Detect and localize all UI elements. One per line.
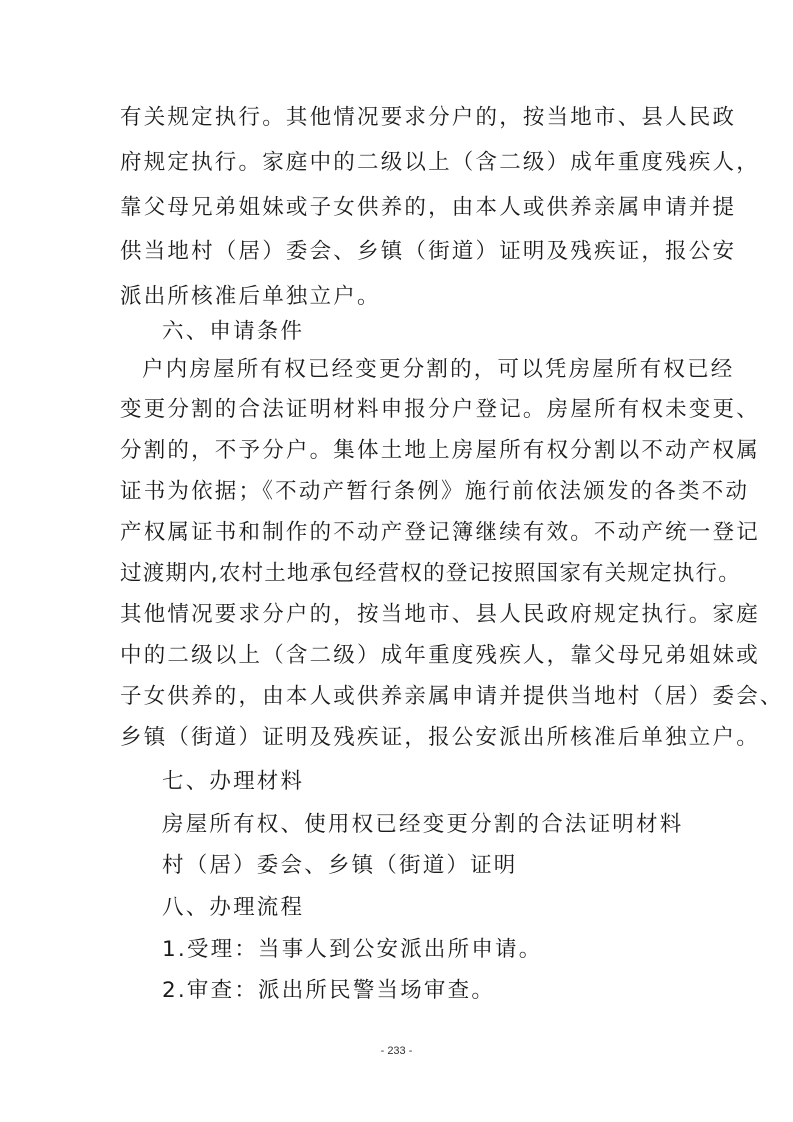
paragraph-line: 府规定执行。家庭中的二级以上（含二级）成年重度残疾人，	[120, 150, 760, 175]
paragraph-line: 其他情况要求分户的，按当地市、县人民政府规定执行。家庭	[120, 602, 760, 627]
paragraph-line: 供当地村（居）委会、乡镇（街道）证明及残疾证，报公安	[120, 239, 737, 264]
paragraph-line: 子女供养的，由本人或供养亲属申请并提供当地村（居）委会、	[120, 684, 784, 709]
section-heading: 七、办理材料	[162, 769, 305, 794]
paragraph-line: 证书为依据；《不动产暂行条例》施行前依法颁发的各类不动	[120, 479, 750, 504]
paragraph-line: 有关规定执行。其他情况要求分户的，按当地市、县人民政	[120, 105, 737, 130]
paragraph-line: 派出所核准后单独立户。	[120, 284, 381, 309]
paragraph-line: 过渡期内,农村土地承包经营权的登记按照国家有关规定执行。	[120, 561, 741, 586]
paragraph-line: 分割的，不予分户。集体土地上房屋所有权分割以不动产权属	[120, 438, 760, 463]
paragraph-line: 变更分割的合法证明材料申报分户登记。房屋所有权未变更、	[120, 397, 760, 422]
list-item: 村（居）委会、乡镇（街道）证明	[162, 853, 518, 878]
paragraph-line: 中的二级以上（含二级）成年重度残疾人，靠父母兄弟姐妹或	[120, 643, 760, 668]
paragraph-line: 乡镇（街道）证明及残疾证，报公安派出所核准后单独立户。	[120, 725, 760, 750]
process-step: 2.审查：派出所民警当场审查。	[162, 978, 496, 1003]
paragraph-line: 产权属证书和制作的不动产登记簿继续有效。不动产统一登记	[120, 520, 760, 545]
paragraph-line: 户内房屋所有权已经变更分割的，可以凭房屋所有权已经	[142, 357, 735, 382]
list-item: 房屋所有权、使用权已经变更分割的合法证明材料	[162, 812, 684, 837]
page-number: - 233 -	[380, 1045, 413, 1057]
section-heading: 六、申请条件	[162, 319, 305, 344]
process-step: 1.受理：当事人到公安派出所申请。	[162, 937, 543, 962]
paragraph-line: 靠父母兄弟姐妹或子女供养的，由本人或供养亲属申请并提	[120, 195, 737, 220]
section-heading: 八、办理流程	[162, 895, 305, 920]
